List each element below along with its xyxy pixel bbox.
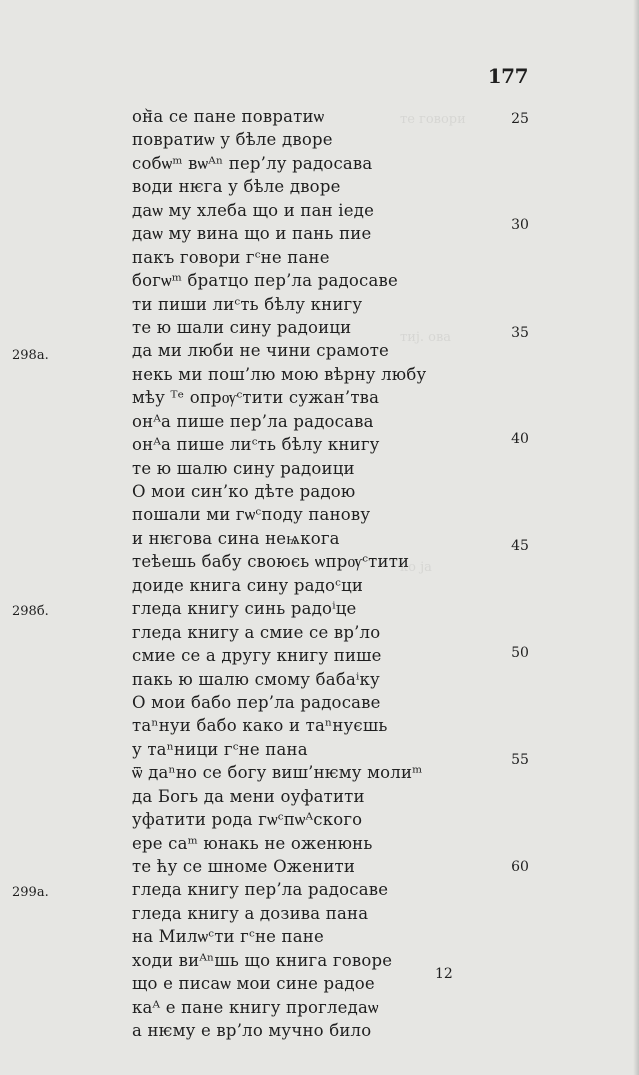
folio-reference: 299а.: [12, 885, 49, 900]
verse-line: гледа книгу а смие се вр’ло: [132, 622, 381, 642]
verse-line: О мои син’ко дѣте радою: [132, 482, 356, 501]
verse-line: доиде книга сину радоᶜци: [132, 575, 364, 595]
verse-line: смие се а другу книгу пише: [132, 646, 382, 666]
verse-line: гледа книгу а дозива пана: [132, 903, 369, 923]
verse-line: у таⁿници гᶜне пана: [132, 739, 308, 759]
poem-text: [132, 105, 462, 1043]
verse-line: ти пиши лиᶜть бѣлу книгу: [132, 294, 363, 314]
verse-line: О мои бабо пер’ла радосаве: [132, 692, 381, 712]
bleed-through-text: те говори: [400, 112, 466, 127]
line-number: 30: [511, 217, 529, 233]
bleed-through-text: тиј. ова: [400, 330, 452, 345]
verse-line: те ю шали сину радоици: [132, 317, 352, 337]
verse-line: он᷅а се пане повратиѡ: [132, 107, 325, 126]
line-number: 25: [511, 111, 529, 127]
verse-line: те ю шалю сину радоици: [132, 458, 355, 478]
verse-line: ходи виᴬⁿшь що книга говоре: [132, 950, 393, 970]
verse-line: води нѥга у бѣле дворе: [132, 177, 341, 197]
verse-line: на Милѡᶜти гᶜне пане: [132, 927, 324, 947]
page-number: 177: [487, 64, 528, 88]
bleed-through-text: ко ја: [400, 560, 432, 575]
verse-line: уфатити рода гѡᶜпѡᴬского: [132, 810, 363, 830]
line-number: 50: [511, 645, 529, 661]
verse-line: да Богь да мени оуфатити: [132, 786, 365, 806]
verse-line: пакъ говори гᶜне пане: [132, 247, 330, 267]
verse-line: повратиѡ у бѣле дворе: [132, 130, 333, 150]
verse-line: те ћу се шноме Оженити: [132, 857, 356, 876]
folio-reference: 298б.: [12, 604, 49, 619]
verse-line: ѿ даⁿно се богу виш’нѥму молиᵐ: [132, 763, 423, 783]
verse-line: собѡᵐ вѡᴬⁿ пер’лу радосава: [132, 153, 373, 173]
verse-line: и нѥгова сина неѩкога: [132, 528, 340, 548]
verse-line: богѡᵐ братцо пер’ла радосаве: [132, 271, 398, 291]
printer-signature: 12: [435, 966, 453, 982]
line-number: 60: [511, 859, 529, 875]
verse-line: каᴬ е пане книгу прогледаѡ: [132, 997, 379, 1017]
verse-line: гледа книгу синь радоⁱце: [132, 599, 357, 619]
verse-line: теѣешь бабу своюєь ѡпрѹᶜтити: [132, 552, 410, 572]
verse-line: некь ми пош’лю мою вѣрну любу: [132, 364, 427, 384]
line-number: 35: [511, 325, 529, 341]
page-edge: [633, 0, 639, 1075]
verse-line: таⁿнуи бабо како и таⁿнуєшь: [132, 716, 388, 736]
verse-line: а нѥму е вр’ло мучно било: [132, 1021, 372, 1041]
verse-line: ере саᵐ юнакь не оженюнь: [132, 833, 373, 853]
line-number: 40: [511, 431, 529, 447]
verse-line: пакь ю шалю смому бабаⁱку: [132, 669, 380, 689]
verse-line: що е писаѡ мои сине радое: [132, 974, 375, 994]
verse-line: пошали ми гѡᶜподу панову: [132, 505, 371, 525]
verse-line: даѡ му хлеба що и пан іеде: [132, 200, 375, 220]
verse-line: онᴬа пише лиᶜть бѣлу книгу: [132, 435, 380, 455]
verse-line: онᴬа пише пер’ла радосава: [132, 411, 374, 431]
verse-line: гледа книгу пер’ла радосаве: [132, 880, 389, 900]
line-number: 45: [511, 538, 529, 554]
folio-reference: 298а.: [12, 348, 49, 363]
line-number: 55: [511, 752, 529, 768]
verse-line: даѡ му вина що и пань пие: [132, 224, 372, 244]
verse-line: да ми люби не чини срамоте: [132, 341, 389, 361]
verse-line: мѣу ᵀᵉ опрѹᶜтити сужан’тва: [132, 388, 380, 408]
